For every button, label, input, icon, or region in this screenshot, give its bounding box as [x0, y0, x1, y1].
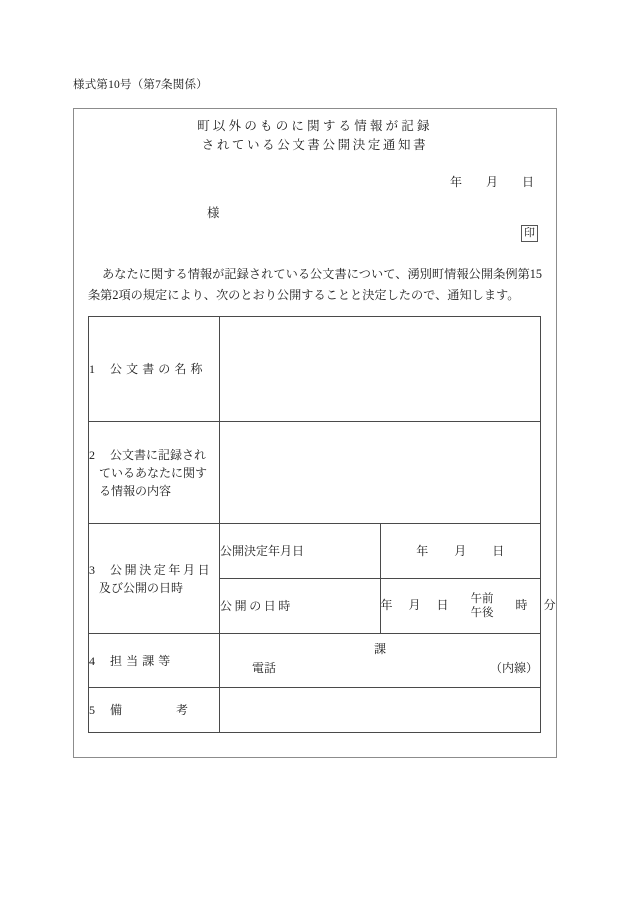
decision-date-year-label: 年: [416, 544, 429, 558]
decision-date-blanks: [416, 544, 504, 558]
row2-label-line-3: る情報の内容: [99, 483, 172, 498]
row5-label-cell: [89, 688, 220, 733]
row3-sub-label-disclosure-text: 公開の日時: [220, 599, 294, 613]
issue-date-month-label: 月: [485, 175, 498, 189]
row2-label-line-2: ているあなたに関す: [99, 465, 208, 480]
row2-label-line-1: [89, 446, 219, 464]
table-row-responsible-section: [89, 634, 541, 688]
row3-disclosure-datetime-value-cell[interactable]: [380, 579, 556, 634]
row1-label-cell: [89, 317, 220, 422]
document-title-line-2: されている公文書公開決定通知書: [201, 138, 429, 152]
row4-label-cell: [89, 634, 220, 688]
row2-label-text-1: 公文書に記録され: [110, 447, 207, 462]
row3-number: 3: [89, 562, 95, 577]
document-title: [74, 117, 556, 155]
row3-label-text-1: 公開決定年月日: [110, 562, 213, 577]
row3-sub-label-decision-date: 公開決定年月日: [220, 524, 381, 579]
row2-number: 2: [89, 447, 95, 462]
row5-label-char-1: 備: [110, 703, 123, 717]
issue-date-line: [450, 173, 534, 190]
table-row-remarks: [89, 688, 541, 733]
form-number: 様式第10号（第7条関係）: [73, 79, 208, 91]
row4-value-cell[interactable]: [220, 634, 541, 688]
extension-label: （内線）: [490, 661, 539, 675]
issue-date-day-label: 日: [521, 175, 534, 189]
disclosure-day-label: 日: [436, 597, 449, 612]
row1-label-text: 公文書の名称: [110, 362, 207, 376]
disclosure-minute-label: 分: [543, 597, 556, 612]
am-pm-selector[interactable]: [471, 592, 494, 620]
table-row-decision-date: [89, 524, 541, 579]
issue-date-year-label: 年: [449, 175, 462, 189]
addressee-suffix: 様: [207, 206, 220, 220]
row3-label-line-2: 及び公開の日時: [99, 580, 184, 595]
row3-label-cell: [89, 524, 220, 634]
pm-label: 午後: [470, 607, 494, 619]
decision-date-month-label: 月: [454, 544, 467, 558]
page-frame: [73, 108, 557, 758]
table-row-information-content: [89, 422, 541, 524]
notification-table: [88, 316, 556, 733]
disclosure-hour-label: 時: [515, 597, 528, 612]
row5-label-char-2: 考: [176, 703, 189, 717]
row4-label-text: 担当課等: [110, 653, 175, 668]
body-paragraph-text: あなたに関する情報が記録されている公文書について、湧別町情報公開条例第15条第2項の規定により、次のとおり公開することと決定したので、通知します。: [88, 267, 542, 302]
row3-label-line-1: [89, 561, 219, 579]
table-row-document-name: [89, 317, 541, 422]
document-title-line-1: 町以外のものに関する情報が記録: [197, 119, 433, 133]
disclosure-year-label: 年: [380, 597, 393, 612]
body-paragraph: [88, 264, 542, 306]
row3-decision-date-value-cell[interactable]: [380, 524, 541, 579]
row1-value-cell[interactable]: [220, 317, 541, 422]
row5-label-line: [89, 701, 219, 719]
row5-value-cell[interactable]: [220, 688, 541, 733]
row1-number: 1: [89, 362, 95, 376]
row3-sub-label-disclosure-datetime: [220, 579, 381, 634]
row1-label-line: [89, 360, 219, 378]
decision-date-day-label: 日: [492, 544, 505, 558]
disclosure-month-label: 月: [408, 597, 421, 612]
seal-stamp-icon: 印: [521, 225, 538, 242]
row2-value-cell[interactable]: [220, 422, 541, 524]
row2-label-cell: [89, 422, 220, 524]
row4-label-line: [89, 652, 219, 670]
row5-number: 5: [89, 703, 95, 717]
am-label: 午前: [470, 593, 494, 605]
telephone-label: 電話: [252, 661, 277, 675]
section-name-label: 課: [373, 642, 387, 656]
disclosure-datetime-blanks: [380, 593, 556, 619]
row4-number: 4: [89, 653, 95, 668]
